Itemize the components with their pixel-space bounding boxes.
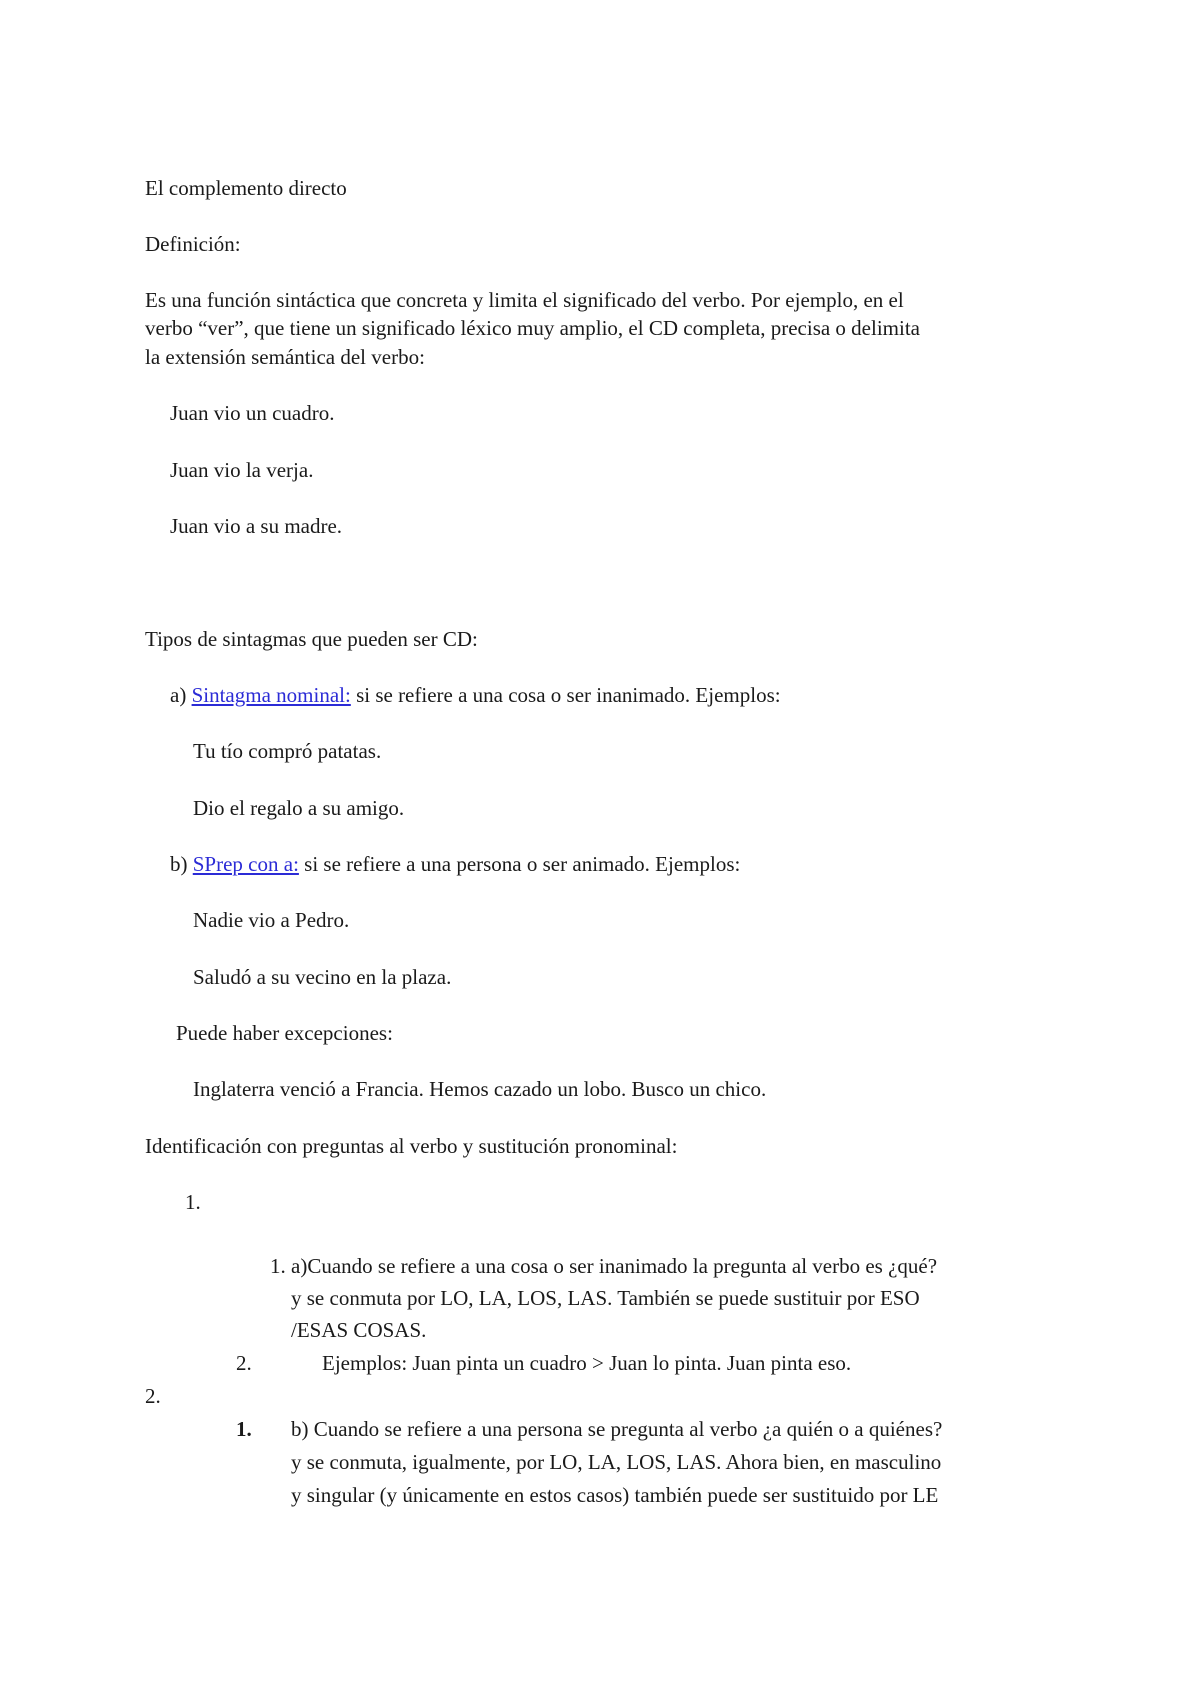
- exceptions-example: Inglaterra venció a Francia. Hemos cazado un lobo. Busco un chico.: [193, 1077, 767, 1101]
- document-title: El complemento directo: [145, 176, 347, 200]
- list-number: 1.: [236, 1417, 252, 1441]
- sintagma-nominal-link[interactable]: Sintagma nominal:: [191, 683, 351, 707]
- example-sentence: Juan vio la verja.: [170, 458, 314, 482]
- types-heading: Tipos de sintagmas que pueden ser CD:: [145, 627, 478, 651]
- example-sentence: Juan vio un cuadro.: [170, 401, 335, 425]
- example-sentence: Nadie vio a Pedro.: [193, 908, 350, 932]
- type-b-marker: b): [170, 852, 188, 876]
- identification-heading: Identificación con preguntas al verbo y sustitución pronominal:: [145, 1134, 678, 1158]
- example-sentence: Juan vio a su madre.: [170, 514, 343, 538]
- example-sentence: Tu tío compró patatas.: [193, 739, 382, 763]
- list-number: 2.: [145, 1384, 161, 1408]
- list-item-text: b) Cuando se refiere a una persona se pregunta al verbo ¿a quién o a quiénes?: [291, 1417, 943, 1441]
- type-b-item: [170, 854, 740, 875]
- definition-line: Es una función sintáctica que concreta y limita el significado del verbo. Por ejemplo, en el: [145, 288, 904, 312]
- type-a-marker: a): [170, 683, 187, 707]
- list-item-text: y singular (y únicamente en estos casos) también puede ser sustituido por LE: [291, 1483, 939, 1507]
- list-item-text: y se conmuta por LO, LA, LOS, LAS. También se puede sustituir por ESO: [291, 1286, 920, 1310]
- list-item-text: a)Cuando se refiere a una cosa o ser inanimado la pregunta al verbo es ¿qué?: [291, 1254, 938, 1278]
- definition-line: verbo “ver”, que tiene un significado léxico muy amplio, el CD completa, precisa o delimita: [145, 316, 921, 340]
- sprep-con-a-link[interactable]: SPrep con a:: [192, 852, 299, 876]
- list-item-text: /ESAS COSAS.: [291, 1318, 427, 1342]
- definition-line: la extensión semántica del verbo:: [145, 345, 425, 369]
- list-number: 1.: [270, 1254, 286, 1278]
- list-number: 1.: [185, 1190, 201, 1214]
- example-sentence: Saludó a su vecino en la plaza.: [193, 965, 452, 989]
- definition-heading: Definición:: [145, 232, 241, 256]
- list-item-text: Ejemplos: Juan pinta un cuadro > Juan lo pinta. Juan pinta eso.: [322, 1351, 852, 1375]
- type-a-text: si se refiere a una cosa o ser inanimado. Ejemplos:: [350, 683, 781, 707]
- list-number: 2.: [236, 1351, 252, 1375]
- list-item-text: y se conmuta, igualmente, por LO, LA, LOS, LAS. Ahora bien, en masculino: [291, 1450, 942, 1474]
- type-b-text: si se refiere a una persona o ser animado. Ejemplos:: [298, 852, 741, 876]
- example-sentence: Dio el regalo a su amigo.: [193, 796, 405, 820]
- exceptions-heading: Puede haber excepciones:: [176, 1021, 393, 1045]
- type-a-item: [170, 685, 781, 706]
